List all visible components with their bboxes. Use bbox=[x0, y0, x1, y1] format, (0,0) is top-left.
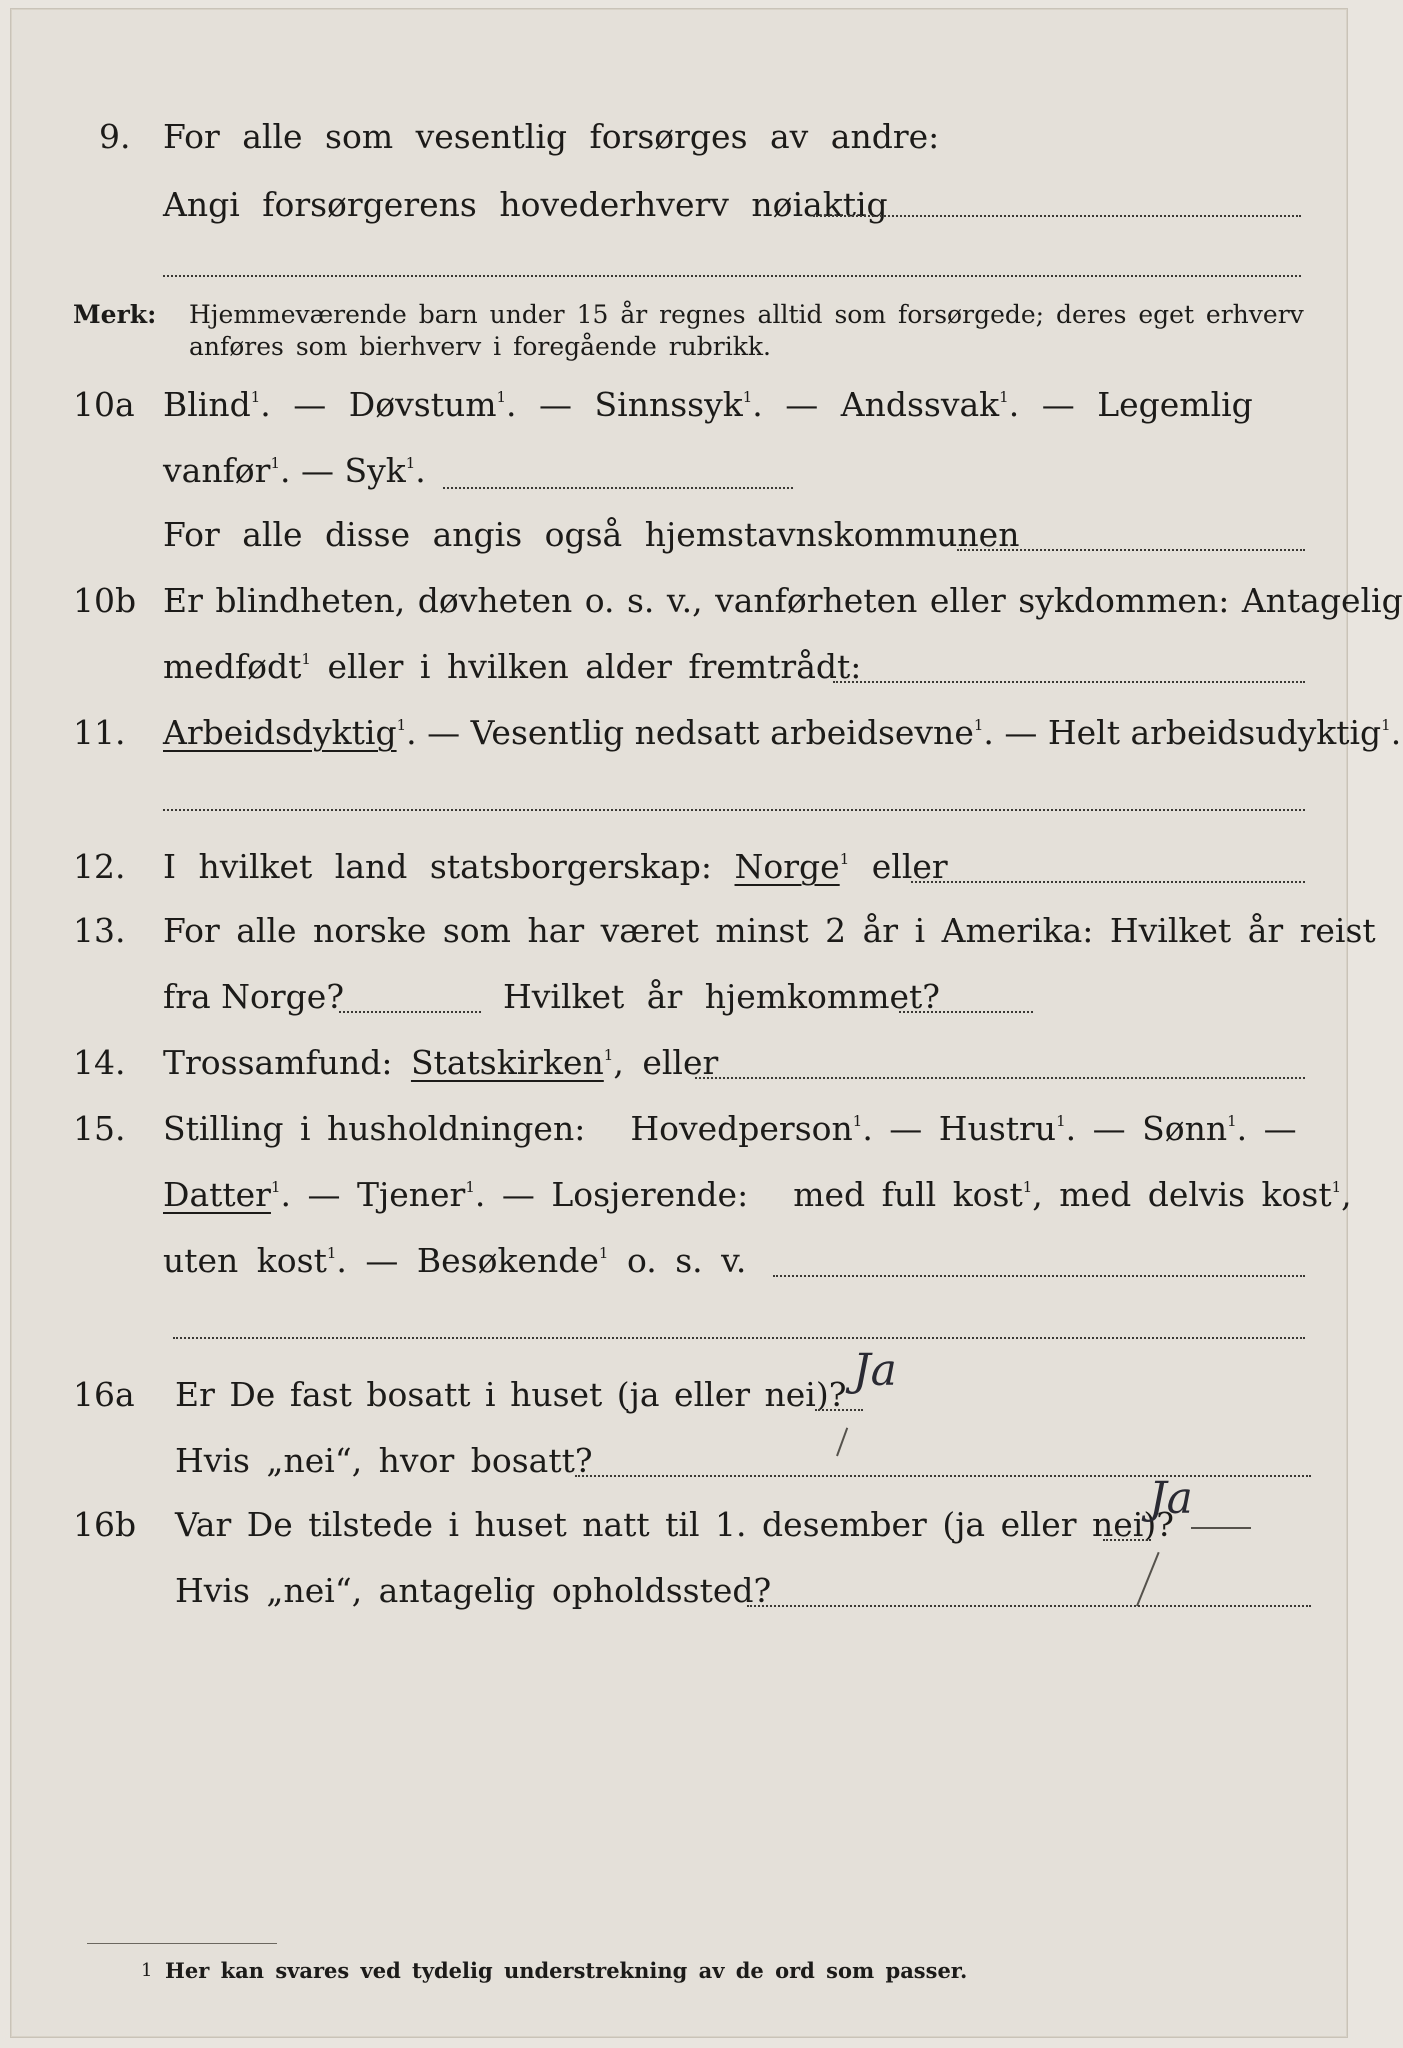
q14-answer-line bbox=[695, 1077, 1305, 1079]
q10b-line1: Er blindheten, døvheten o. s. v., vanførheten eller sykdommen: Antagelig bbox=[163, 581, 1403, 620]
q15-line3: uten kost$^1$. — Besøkende$^1$ o. s. v. bbox=[163, 1241, 747, 1280]
q15-line2: Datter$^1$. — Tjener$^1$. — Losjerende: med full kost$^1$, med delvis kost$^1$, bbox=[163, 1175, 1352, 1214]
q13-fra-line bbox=[339, 1011, 481, 1013]
opt-syk: Syk bbox=[344, 451, 406, 490]
q16a-line2: Hvis „nei“, hvor bosatt? bbox=[175, 1441, 593, 1480]
q14-line1: Trossamfund: Statskirken$^1$, eller bbox=[163, 1043, 719, 1082]
q16a-pen-stroke bbox=[836, 1427, 848, 1456]
opt-hustru: Hustru bbox=[938, 1109, 1057, 1148]
q16b-handwritten-answer: Ja bbox=[1149, 1473, 1193, 1524]
opt-uten-kost: uten kost bbox=[163, 1241, 327, 1280]
opt-legemlig: Legemlig bbox=[1097, 385, 1253, 424]
q10a-line2: vanfør$^1$. — Syk$^1$. bbox=[163, 451, 426, 490]
opt-blind: Blind bbox=[163, 385, 251, 424]
footnote-mark: 1 bbox=[141, 1960, 153, 1981]
opt-losjerende: Losjerende: bbox=[551, 1175, 749, 1214]
opt-norge-underlined: Norge bbox=[734, 847, 840, 886]
opt-sinnssyk: Sinnssyk bbox=[594, 385, 743, 424]
q15-line1: Stilling i husholdningen: Hovedperson$^1$. — Hustru$^1$. — Sønn$^1$. — bbox=[163, 1109, 1297, 1148]
q9-line1: For alle som vesentlig forsørges av andre: bbox=[163, 117, 940, 156]
q16a-answer-line bbox=[815, 1409, 863, 1411]
opt-andssvak: Andssvak bbox=[840, 385, 1000, 424]
q16b-opphold-line bbox=[747, 1605, 1311, 1607]
opt-arbeidsdyktig-underlined: Arbeidsdyktig bbox=[163, 713, 397, 752]
q11-number: 11. bbox=[73, 713, 126, 752]
footnote-rule bbox=[87, 1943, 277, 1944]
q10a-kommune-line bbox=[957, 549, 1305, 551]
q16a-number: 16a bbox=[73, 1375, 135, 1414]
q12-answer-line bbox=[911, 881, 1305, 883]
q9-answer-line-2 bbox=[163, 275, 1301, 277]
q13-fra: fra Norge? bbox=[163, 977, 345, 1016]
q10a-answer-line bbox=[443, 487, 793, 489]
opt-sonn: Sønn bbox=[1142, 1109, 1228, 1148]
census-form-page bbox=[10, 8, 1403, 2038]
opt-statskirken-underlined: Statskirken bbox=[410, 1043, 604, 1082]
q16b-pen-stroke bbox=[1136, 1552, 1160, 1607]
q15-answer-line-2 bbox=[173, 1337, 1305, 1339]
q16b-line1: Var De tilstede i huset natt til 1. desember (ja eller nei)? bbox=[175, 1505, 1174, 1544]
opt-dovstum: Døvstum bbox=[348, 385, 497, 424]
q16b-answer-underline bbox=[1191, 1527, 1251, 1529]
q16b-line2: Hvis „nei“, antagelig opholdssted? bbox=[175, 1571, 772, 1610]
merk-line1: Hjemmeværende barn under 15 år regnes alltid som forsørgede; deres eget erhverv bbox=[189, 300, 1304, 329]
q13-hjem: Hvilket år hjemkommet? bbox=[503, 977, 940, 1016]
opt-tjener: Tjener bbox=[357, 1175, 466, 1214]
q13-line1: For alle norske som har været minst 2 år i Amerika: Hvilket år reist bbox=[163, 911, 1376, 950]
opt-medfodt: medfødt bbox=[163, 647, 302, 686]
q10b-line2: medfødt$^1$ eller i hvilken alder fremtrådt: bbox=[163, 647, 862, 686]
opt-hovedperson: Hovedperson bbox=[630, 1109, 853, 1148]
q15-number: 15. bbox=[73, 1109, 126, 1148]
q14-number: 14. bbox=[73, 1043, 126, 1082]
opt-besokende: Besøkende bbox=[416, 1241, 599, 1280]
opt-datter-underlined: Datter bbox=[163, 1175, 271, 1214]
merk-label: Merk: bbox=[73, 300, 157, 329]
q12-line1: I hvilket land statsborgerskap: Norge$^1$ eller bbox=[163, 847, 948, 886]
q16b-answer-line bbox=[1103, 1539, 1151, 1541]
q16a-bosatt-line bbox=[575, 1475, 1311, 1477]
q16a-handwritten-answer: Ja bbox=[853, 1345, 897, 1396]
q13-number: 13. bbox=[73, 911, 126, 950]
opt-helt: Helt arbeidsudyktig bbox=[1047, 713, 1382, 752]
q13-hjem-line bbox=[899, 1011, 1033, 1013]
q9-line2: Angi forsørgerens hovederhverv nøiaktig bbox=[163, 185, 888, 224]
q11-line1: Arbeidsdyktig$^1$. — Vesentlig nedsatt arbeidsevne$^1$. — Helt arbeidsudyktig$^1$. bbox=[163, 713, 1402, 752]
q10a-line1: Blind$^1$. — Døvstum$^1$. — Sinnssyk$^1$. — Andssvak$^1$. — Legemlig bbox=[163, 385, 1253, 424]
q15-answer-line bbox=[773, 1275, 1305, 1277]
q10a-line3: For alle disse angis også hjemstavnskommunen bbox=[163, 515, 1020, 554]
opt-vesentlig: Vesentlig nedsatt arbeidsevne bbox=[470, 713, 974, 752]
q9-number: 9. bbox=[99, 117, 131, 156]
q12-number: 12. bbox=[73, 847, 126, 886]
q10b-answer-line bbox=[833, 681, 1305, 683]
opt-full-kost: med full kost bbox=[793, 1175, 1023, 1214]
q10a-number: 10a bbox=[73, 385, 135, 424]
opt-vanfor: vanfør bbox=[163, 451, 271, 490]
opt-delvis-kost: med delvis kost bbox=[1059, 1175, 1332, 1214]
footnote-text: Her kan svares ved tydelig understrekning av de ord som passer. bbox=[165, 1958, 968, 1983]
q9-answer-line bbox=[813, 215, 1301, 217]
q16a-line1: Er De fast bosatt i huset (ja eller nei)? bbox=[175, 1375, 847, 1414]
q16b-number: 16b bbox=[73, 1505, 137, 1544]
q10b-number: 10b bbox=[73, 581, 137, 620]
merk-line2: anføres som bierhverv i foregående rubrikk. bbox=[189, 332, 771, 361]
q11-answer-line bbox=[163, 809, 1305, 811]
